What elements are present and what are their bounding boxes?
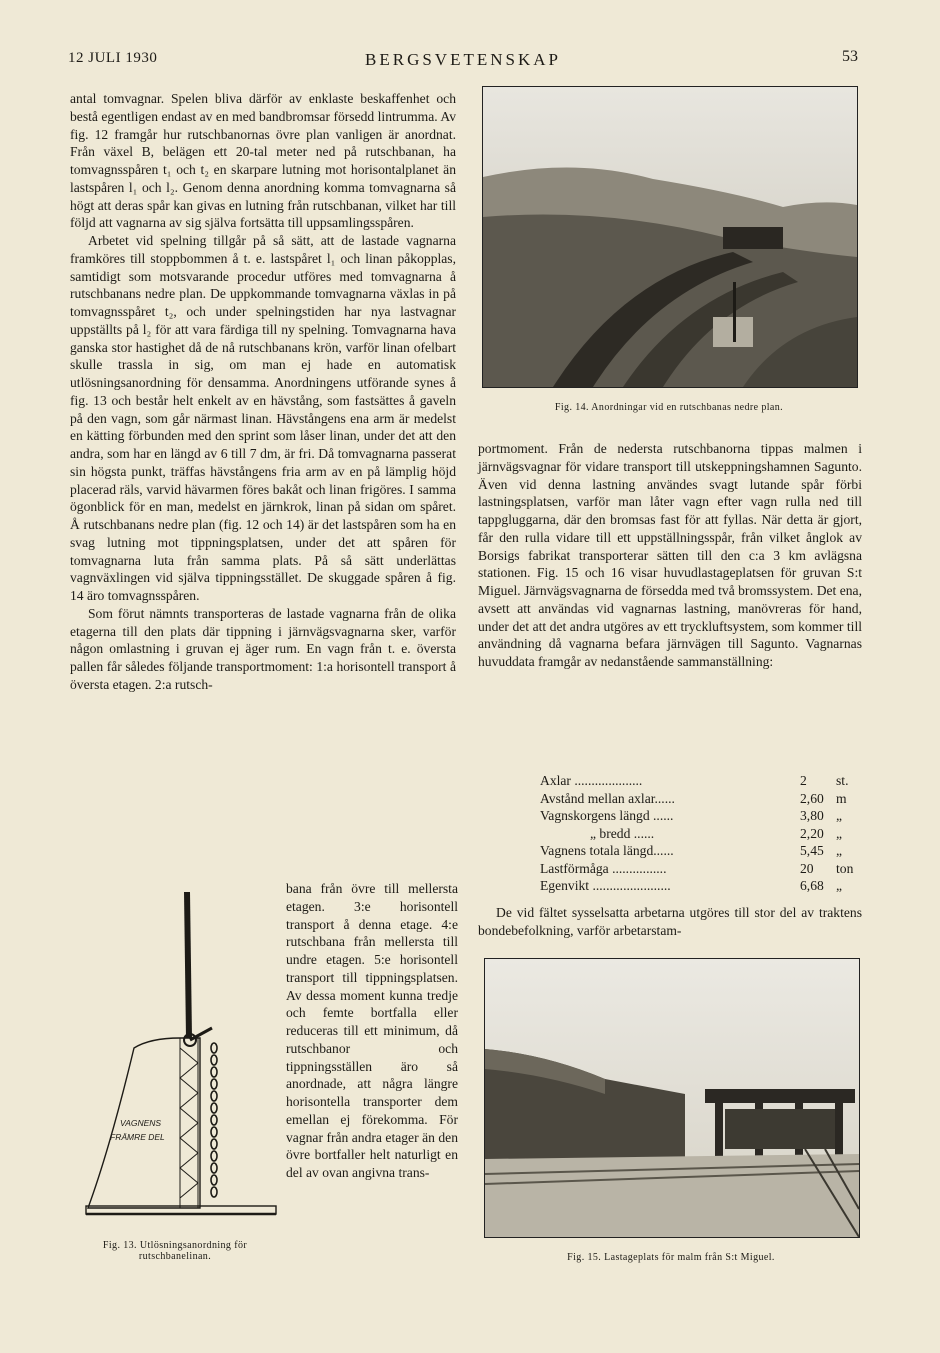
- spec-value: 3,80: [800, 808, 824, 823]
- spec-unit: m: [836, 790, 847, 806]
- table-row: [540, 807, 853, 825]
- left-column-continuation: [286, 880, 458, 1182]
- fig15-caption: Fig. 15. Lastageplats för malm från S:t Miguel.: [567, 1252, 775, 1263]
- right-paragraph-1: portmoment. Från de nedersta rutschbanorna tippas malmen i järnvägsvagnar för vidare transport till utskeppningshamnen Sagunto. Även vid denna lastning användes svagt lutande spår förbi lastningsplatsen, varför man låter vagn efter vagn rulla ned till tappgluggarna, där den bromsas fast för att fyllas. När detta är gjort, får den rulla vidare till ett uppställningsspår, från vilket ånglok av Borsigs fabrikat transporterar sätten till den c:a 3 km avlägsna stationen. Fig. 15 och 16 visar huvudlastageplatsen för gruvan S:t Miguel. Järnvägsvagnarna de försedda med två bromssystem. Det ena, avsett att användas vid vagnarnas lastning, manövreras för hand, under det att det andra utgöres av ett tryckluftsystem, som kommer till användning då vagnarna befara järnvägen till Sagunto. Vagnarnas huvuddata framgår av nedanstående sammanställning:: [478, 441, 862, 669]
- spec-unit: ton: [836, 860, 854, 876]
- fig13-label-line1: VAGNENS: [120, 1118, 162, 1128]
- table-row: [540, 772, 853, 790]
- fig15-loading-site-image: [485, 959, 859, 1237]
- right-column-after-table: [478, 904, 862, 940]
- spec-value: 2,20: [800, 825, 824, 841]
- table-row: [540, 877, 853, 895]
- spec-value: 2,60: [800, 790, 824, 806]
- header-page-number: 53: [842, 48, 858, 65]
- spec-value: 5,45: [800, 843, 824, 858]
- table-row: [540, 842, 853, 860]
- left-column: [70, 90, 456, 694]
- spec-value: 6,68: [800, 878, 824, 893]
- spec-value: 2: [800, 773, 807, 788]
- fig14-landscape-image: [483, 87, 857, 387]
- right-paragraph-2: De vid fältet sysselsatta arbetarna utgöres till stor del av traktens bondebefolkning, varför arbetarstam-: [478, 905, 862, 938]
- spec-label: Egenvikt .......................: [540, 878, 671, 893]
- spec-label: Avstånd mellan axlar......: [540, 790, 675, 806]
- spec-unit: st.: [836, 773, 849, 788]
- spec-label: Vagnens totala längd......: [540, 843, 674, 858]
- fig13-label-line2: FRÄMRE DEL: [110, 1132, 165, 1142]
- wagon-data-table-body: [540, 772, 853, 895]
- left-paragraph-1: antal tomvagnar. Spelen bliva därför av enklaste beskaffenhet och bestå egentligen endast av en med bandbromsar försedd lintrumma. Av fig. 12 framgår hur rutschbanornas övre plan vanligen är anordnat. Från växel B, belägen ett 20-tal meter ned på rutschbanan, ha tomvagnsspåren t₁ och t₂ en skarpare lutning mot horisontalplanet än lastspåren l₁ och l₂. Genom denna anordning komma tomvagnarna så högt att deras spår kan givas en lutning från rutschbanan, vilket har till följd att vagnarna av sig själva fortsätta till uppsamlingsspåren.: [70, 91, 456, 231]
- fig13-frame-lattice: [180, 1038, 198, 1208]
- header-date: 12 JULI 1930: [68, 50, 158, 66]
- fig13-caption-line1: Fig. 13. Utlösningsanordning för: [102, 1240, 248, 1251]
- spec-label: Vagnskorgens längd ......: [540, 808, 674, 823]
- fig13-chain: [211, 1043, 217, 1197]
- table-row: [540, 860, 853, 878]
- spec-label: Lastförmåga ................: [540, 860, 667, 876]
- fig15-photograph: [484, 958, 860, 1238]
- table-row: [540, 790, 853, 808]
- fig13-lever-arm: [184, 892, 192, 1038]
- spec-unit: „: [836, 843, 843, 858]
- spec-label: Axlar ....................: [540, 773, 643, 788]
- left-paragraph-2: Arbetet vid spelning tillgår på så sätt, att de lastade vagnarna framköres till stoppbommen å t. e. lastspåret l₁ och linan påkopplas, samtidigt som motsvarande procedur utföres med tomvagnarna å rutschbanans nedre plan. De uppkommande tomvagnarna växlas in på tomvagnsspåret t₂, och under spelningstiden har nya lastvagnar uppställts på l₂ för att vara färdiga till ny spelning. Tomvagnarna hava ganska stor hastighet då de nå rutschbanans krön, varför linan ofelbart skulle trassla in sig, om man ej hade en automatisk utlösningsanordning för densamma. Anordningens utförande synes å fig. 13 och består helt enkelt av en hävstång, som fastsättes å gaveln på den vagn, som går närmast linan. Hävstångens ena arm är medelst en kätting förbunden med den sprint som låser linan, under det att den andra, som har en längd av 6 till 7 dm, är fri. Då tomvagnarna passerat sin högsta punkt, träffas hävstångens fria arm av en på lämplig höjd placerad räls, varvid hävarmen föres bakåt och linan frigöres. I samma ögonblick för en man, medelst en järnkrok, linan på sidan om spåret. Å rutschbanans nedre plan (fig. 12 och 14) är det lastspåren som ha en svag lutning mot tippningsplatsen, under det att spåren för tomvagnarna luta från samma plats. På så sätt underlättas vagnväxlingen vid själva tippningsstället. De skuggade spåren å fig. 14 äro tomvagnsspåren.: [70, 233, 456, 603]
- page-header: [68, 50, 858, 72]
- fig14-photograph: [482, 86, 858, 388]
- spec-unit: „: [836, 825, 843, 841]
- spec-unit: „: [836, 878, 843, 893]
- header-journal-title: BERGSVETENSKAP: [365, 50, 561, 69]
- fig13-lever-drawing: [80, 888, 280, 1228]
- left-continuation-text: bana från övre till mellersta etagen. 3:e horisontell transport å denna etage. 4:e rutschbana från mellersta till undre etagen. 5:e horisontell transport till tippningsplatsen. Av dessa moment kunna tredje och femte bortfalla eller reduceras till ett minimum, då rutschbanor och tippningsställen äro så anordnade, att några längre horisontella transporter dem emellan ej förekomma. För vagnar från andra etager än den övre bortfaller helt naturligt en del av ovan angivna trans-: [286, 881, 458, 1180]
- wagon-data-table: [540, 772, 853, 895]
- fig14-caption: Fig. 14. Anordningar vid en rutschbanas nedre plan.: [554, 402, 784, 413]
- left-paragraph-3: Som förut nämnts transporteras de lastade vagnarna från de olika etagerna till den plats där tippning i järnvägsvagnarna sker, varför någon omlastning i gruvan ej äger rum. En vagn från t. e. översta pallen får således följande transportmoment: 1:a horisontell transport å översta etagen. 2:a rutsch-: [70, 605, 456, 692]
- table-row: [540, 825, 853, 843]
- fig13-caption: [70, 1240, 280, 1262]
- spec-value: 20: [800, 860, 814, 876]
- spec-unit: „: [836, 808, 843, 823]
- fig13-caption-line2: rutschbanelinan.: [138, 1251, 212, 1262]
- spec-label: „ bredd ......: [590, 825, 655, 841]
- right-column: [478, 440, 862, 671]
